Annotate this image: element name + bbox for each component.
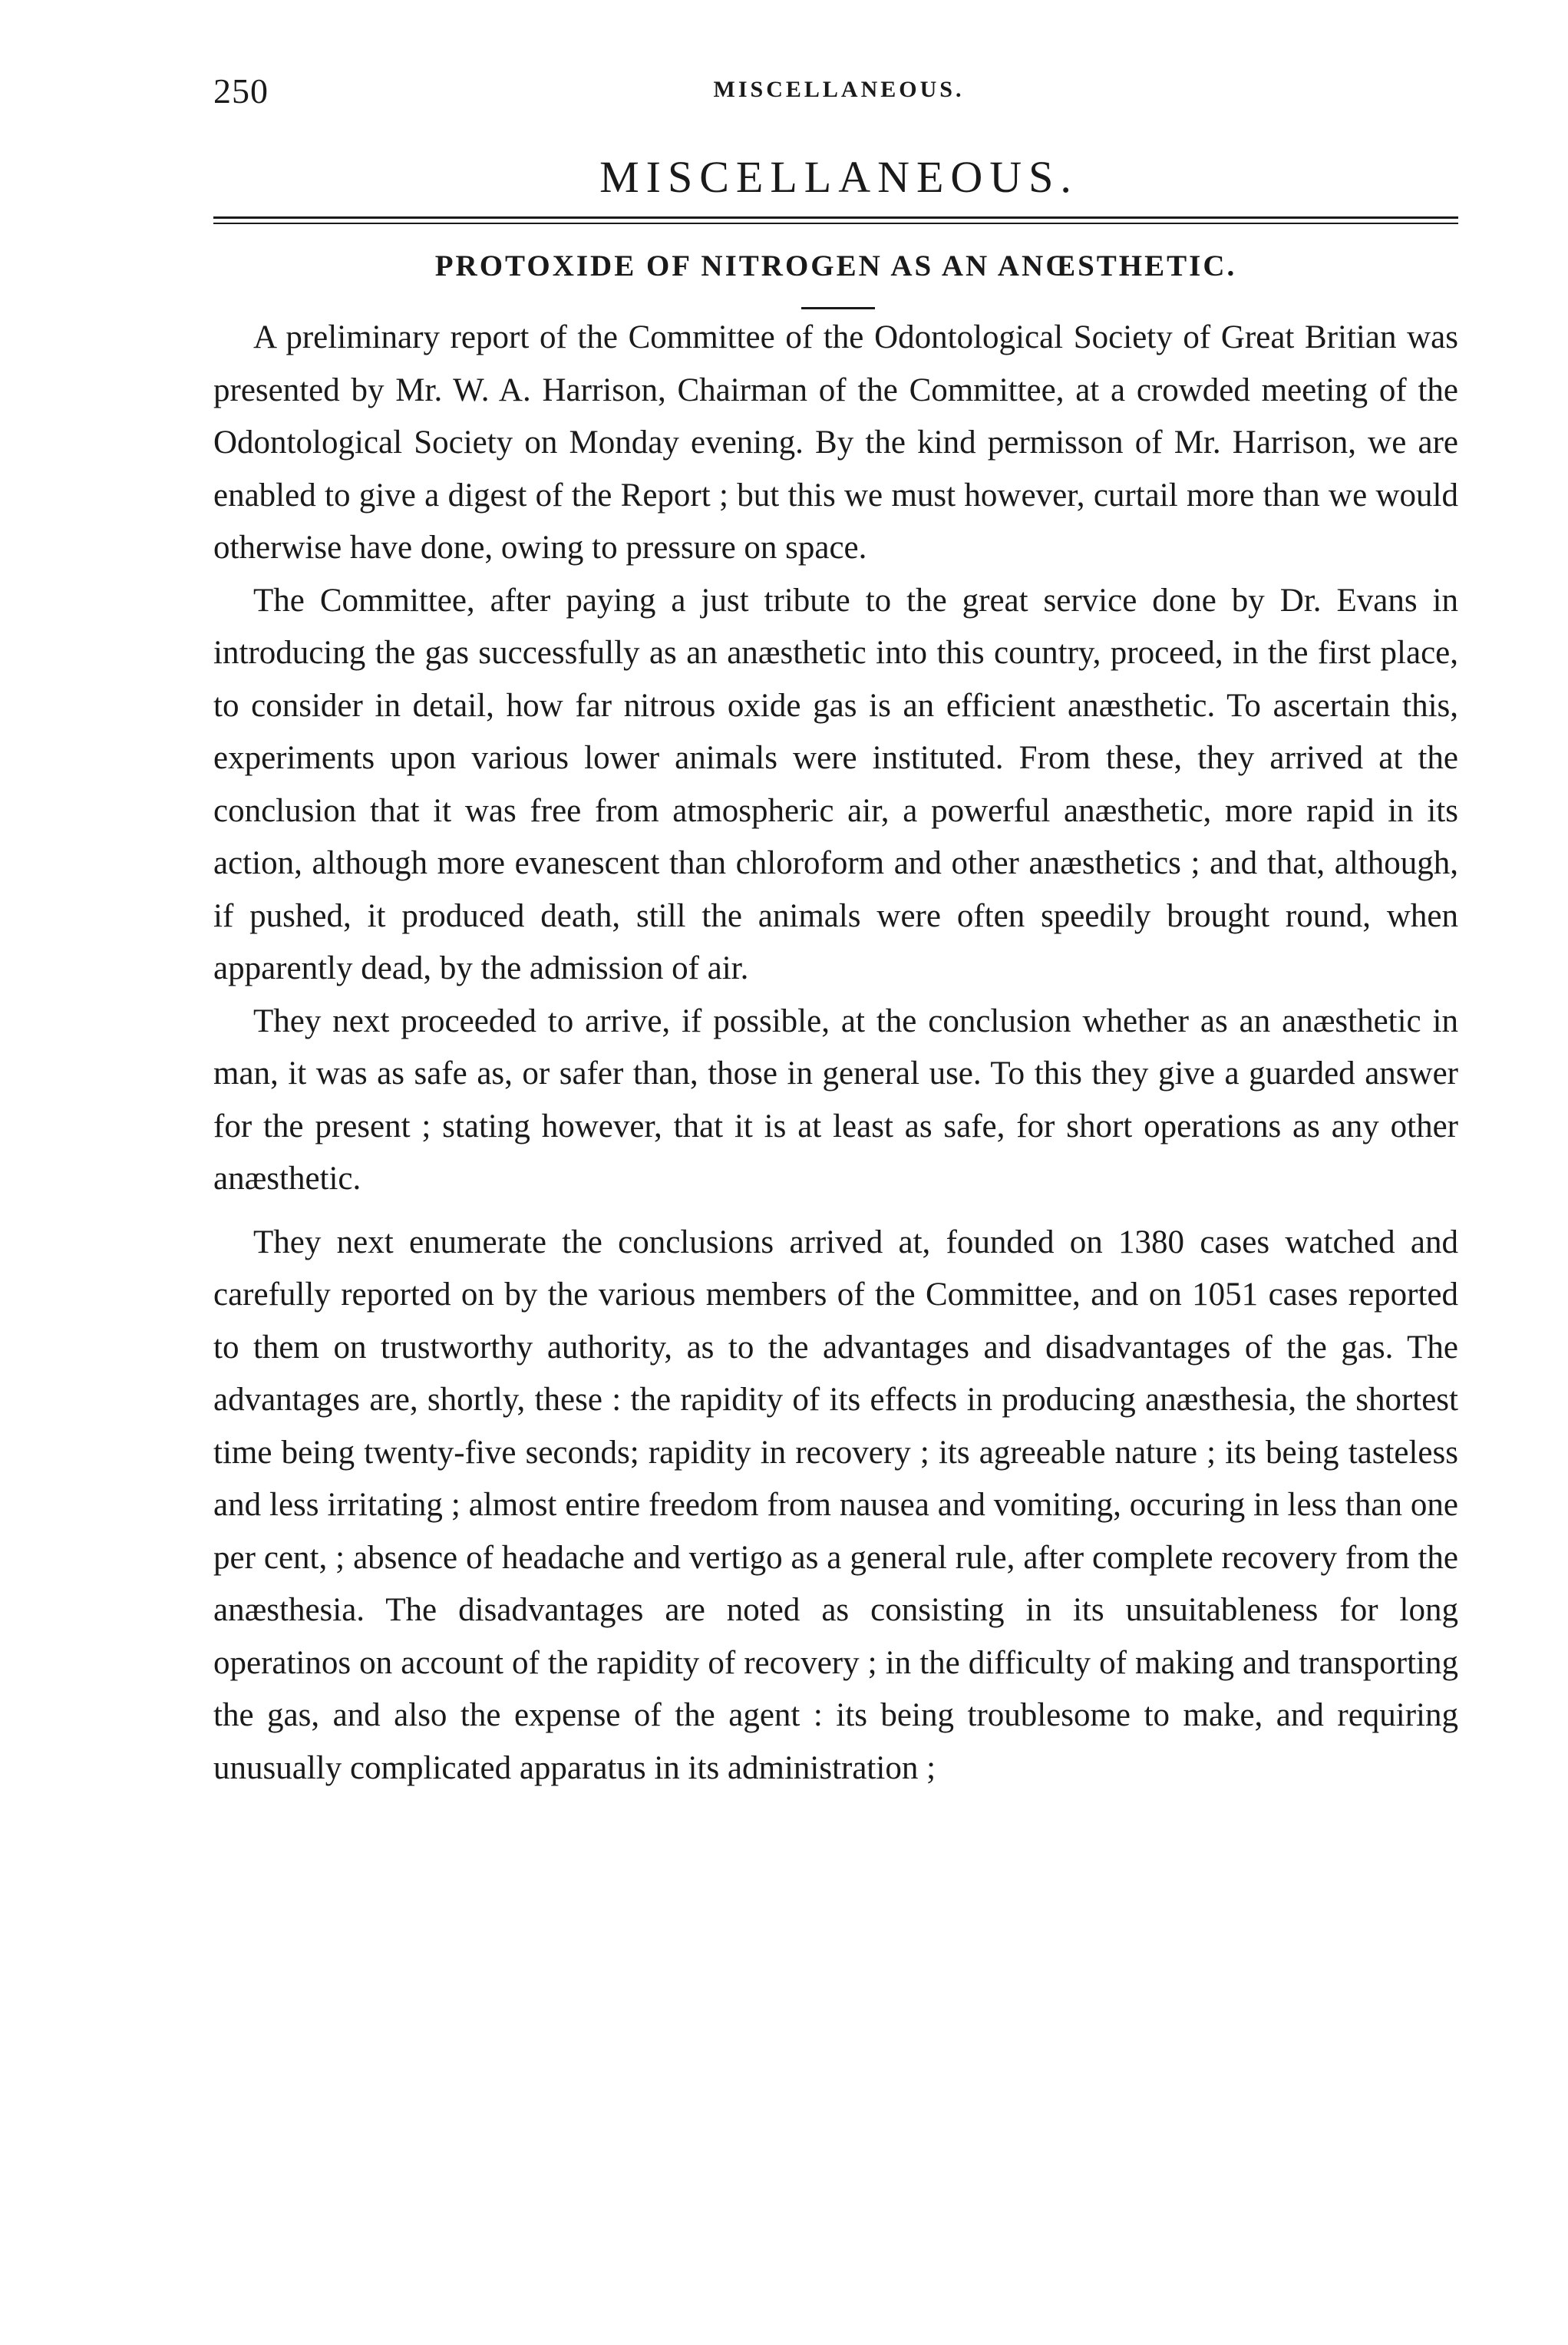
- page-number: 250: [213, 71, 269, 111]
- paragraph-2: The Committee, after paying a just tribute to the great service done by Dr. Evans in introducing the gas successfully as an anæsthetic into this country, proceed, in the first place, to consider in detail, how far nitrous oxide gas is an efficient anæsthetic. To ascertain this, experiments upon various lower animals were instituted. From these, they arrived at the conclusion that it was free from atmospheric air, a powerful anæsthetic, more rapid in its action, although more evanescent than chloroform and other anæsthetics ; and that, although, if pushed, it produced death, still the animals were often speedily brought round, when apparently dead, by the admission of air.: [213, 582, 1458, 986]
- paragraph-3: They next proceeded to arrive, if possible, at the conclusion whether as an anæsthetic in man, it was as safe as, or safer than, those in general use. To this they give a guarded answer for the present ; stating however, that it is at least as safe, for short operations as any other anæsthetic.: [213, 1002, 1458, 1197]
- article-title: PROTOXIDE OF NITROGEN AS AN ANŒSTHETIC.: [434, 249, 1237, 282]
- title-rule: [801, 307, 875, 309]
- paragraph-1: A preliminary report of the Committee of the Odontological Society of Great Britian was presented by Mr. W. A. Harrison, Chairman of the Committee, at a crowded meeting of the Odontological Society on Monday evening. By the kind permisson of Mr. Harrison, we are enabled to give a digest of the Report ; but this we must however, curtail more than we would otherwise have done, owing to pressure on space.: [213, 319, 1458, 566]
- double-rule-top: [213, 216, 1458, 219]
- paragraph-4: They next enumerate the conclusions arrived at, founded on 1380 cases watched and carefully reported on by the various members of the Committee, and on 1051 cases reported to them on trustworthy authority, as to the advantages and disadvantages of the gas. The advantages are, shortly, these : the rapidity of its effects in producing anæsthesia, the shortest time being twenty-five seconds; rapidity in recovery ; its agreeable nature ; its being tasteless and less irritating ; almost entire freedom from nausea and vomiting, occuring in less than one per cent, ; absence of headache and vertigo as a general rule, after complete recovery from the anæsthesia. The disadvantages are noted as consisting in its unsuitableness for long operatinos on account of the rapidity of recovery ; in the difficulty of making and transporting the gas, and also the expense of the agent : its being troublesome to make, and requiring unusually complicated apparatus in its administration ;: [213, 1224, 1458, 1786]
- running-head: [213, 71, 1464, 117]
- section-title: MISCELLANEOUS.: [599, 152, 1078, 202]
- double-rule-bottom: [213, 223, 1458, 224]
- running-title: MISCELLANEOUS.: [713, 77, 965, 102]
- article-body: [213, 312, 1458, 1795]
